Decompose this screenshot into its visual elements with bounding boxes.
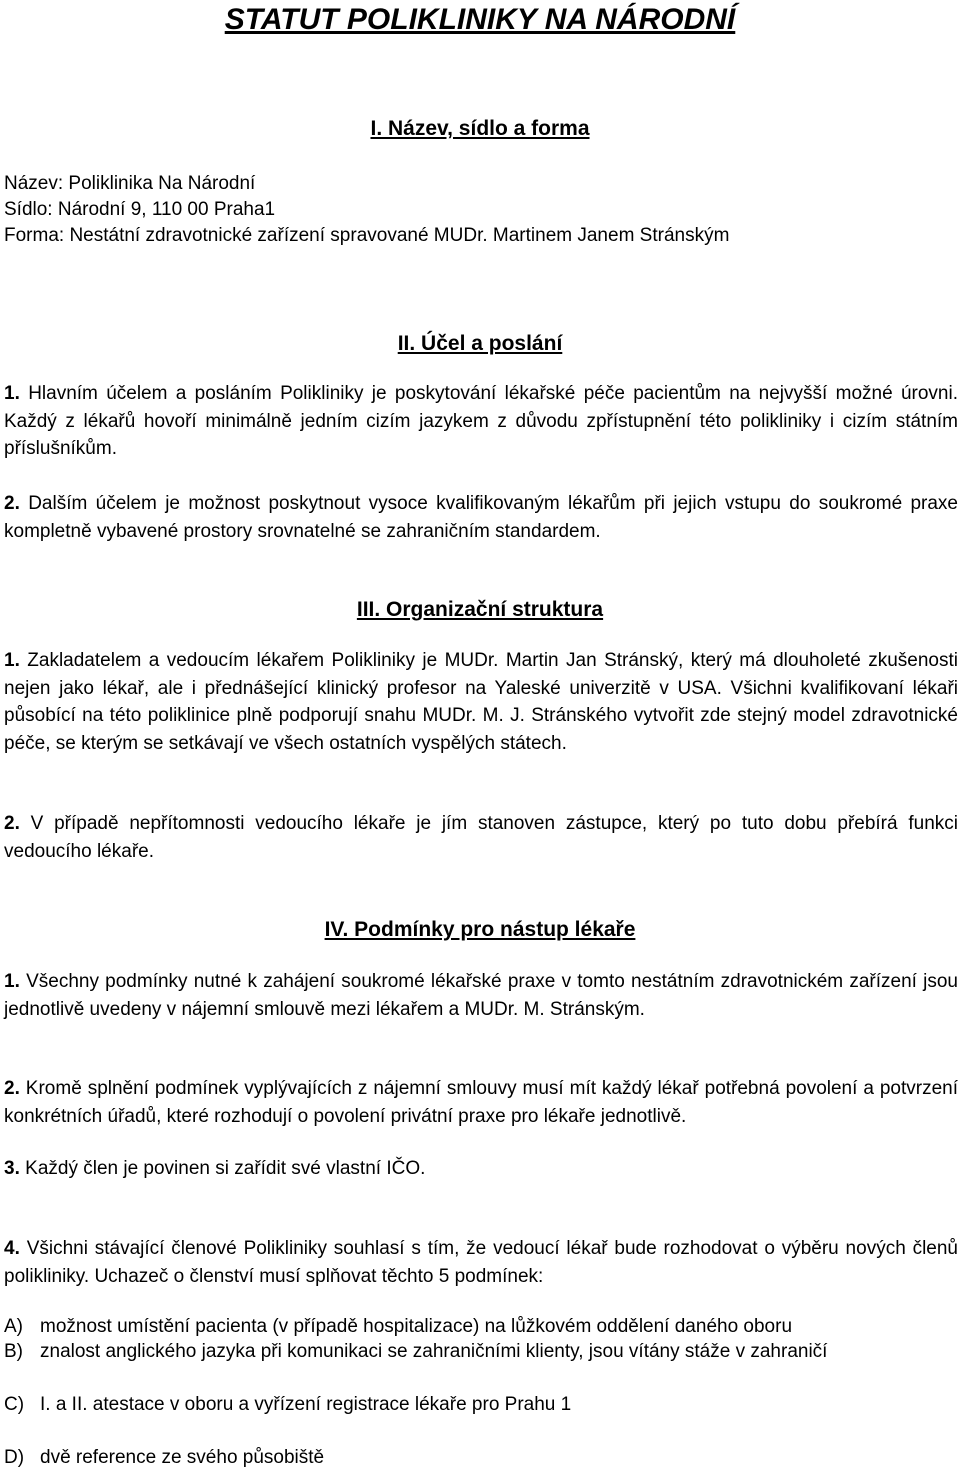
condition-item-b bbox=[4, 1338, 958, 1365]
paragraph-number: 2. bbox=[4, 1078, 20, 1099]
item-text: znalost anglického jazyka při komunikaci se zahraničními klienty, jsou vítány stáže v zahraničí bbox=[40, 1341, 828, 1362]
paragraph-text: Všichni stávající členové Polikliniky souhlasí s tím, že vedoucí lékař bude rozhodovat o výběru nových členů polikliniky. Uchazeč o členství musí splňovat těchto 5 podmínek: bbox=[4, 1238, 959, 1287]
address-line: Sídlo: Národní 9, 110 00 Praha1 bbox=[4, 199, 276, 220]
section-4-paragraph-3 bbox=[4, 1155, 958, 1183]
condition-item-a bbox=[4, 1313, 958, 1340]
paragraph-text: Všechny podmínky nutné k zahájení soukromé lékařské praxe v tomto nestátním zdravotnickém zařízení jsou jednotlivě uvedeny v nájemní smlouvě mezi lékařem a MUDr. M. Stránským. bbox=[4, 971, 958, 1020]
paragraph-number: 2. bbox=[4, 493, 20, 514]
section-2-paragraph-1 bbox=[4, 380, 958, 463]
document-title: STATUT POLIKLINIKY NA NÁRODNÍ bbox=[224, 3, 736, 36]
section-4-paragraph-4 bbox=[4, 1235, 958, 1290]
section-3-paragraph-2 bbox=[4, 810, 958, 865]
condition-item-c bbox=[4, 1391, 958, 1418]
paragraph-text: Zakladatelem a vedoucím lékařem Polikliniky je MUDr. Martin Jan Stránský, který má dlouholeté zkušenosti nejen jako lékař, ale i přednášející klinický profesor na Yaleské univerzitě v USA. Všichni kvalifikovaní lékaři působící na této poliklinice plně podporují snahu MUDr. M. J. Stránského vytvořit zde stejný model zdravotnické péče, se kterým se setkávají ve všech ostatních vyspělých státech. bbox=[4, 650, 958, 754]
paragraph-text: Hlavním účelem a posláním Polikliniky je poskytování lékařské péče pacientům na nejvyšší možné úrovni. Každý z lékařů hovoří minimálně jedním cizím jazykem z důvodu zpřístupnění této polikliniky i cizím státním příslušníkům. bbox=[4, 383, 958, 459]
section-1-heading: I. Název, sídlo a forma bbox=[370, 117, 590, 140]
form-line: Forma: Nestátní zdravotnické zařízení spravované MUDr. Martinem Janem Stránským bbox=[4, 225, 730, 246]
paragraph-text: Každý člen je povinen si zařídit své vlastní IČO. bbox=[25, 1158, 426, 1179]
section-2-paragraph-2 bbox=[4, 490, 958, 545]
item-letter: A) bbox=[4, 1316, 23, 1337]
paragraph-number: 2. bbox=[4, 813, 20, 834]
item-text: dvě reference ze svého působiště bbox=[40, 1447, 325, 1468]
section-3-paragraph-1 bbox=[4, 647, 958, 757]
section-4-heading: IV. Podmínky pro nástup lékaře bbox=[324, 918, 636, 941]
item-text: I. a II. atestace v oboru a vyřízení registrace lékaře pro Prahu 1 bbox=[40, 1394, 572, 1415]
section-3-heading: III. Organizační struktura bbox=[356, 598, 604, 621]
section-4-paragraph-1 bbox=[4, 968, 958, 1023]
paragraph-text: Kromě splnění podmínek vyplývajících z nájemní smlouvy musí mít každý lékař potřebná povolení a potvrzení konkrétních úřadů, které rozhodují o povolení privátní praxe pro lékaře jednotlivě. bbox=[4, 1078, 958, 1127]
section-4-paragraph-2 bbox=[4, 1075, 958, 1130]
section-2-heading: II. Účel a poslání bbox=[397, 332, 563, 355]
paragraph-number: 1. bbox=[4, 971, 20, 992]
paragraph-number: 1. bbox=[4, 650, 20, 671]
item-letter: C) bbox=[4, 1394, 25, 1415]
item-letter: B) bbox=[4, 1341, 23, 1362]
item-text: možnost umístění pacienta (v případě hospitalizace) na lůžkovém oddělení daného oboru bbox=[40, 1316, 793, 1337]
paragraph-number: 3. bbox=[4, 1158, 20, 1179]
paragraph-number: 4. bbox=[4, 1238, 20, 1259]
paragraph-number: 1. bbox=[4, 383, 20, 404]
condition-item-d bbox=[4, 1444, 958, 1471]
paragraph-text: Dalším účelem je možnost poskytnout vysoce kvalifikovaným lékařům při jejich vstupu do soukromé praxe kompletně vybavené prostory srovnatelné se zahraničním standardem. bbox=[4, 493, 958, 542]
paragraph-text: V případě nepřítomnosti vedoucího lékaře je jím stanoven zástupce, který po tuto dobu přebírá funkci vedoucího lékaře. bbox=[4, 813, 959, 862]
name-line: Název: Poliklinika Na Národní bbox=[4, 173, 256, 194]
item-letter: D) bbox=[4, 1447, 25, 1468]
